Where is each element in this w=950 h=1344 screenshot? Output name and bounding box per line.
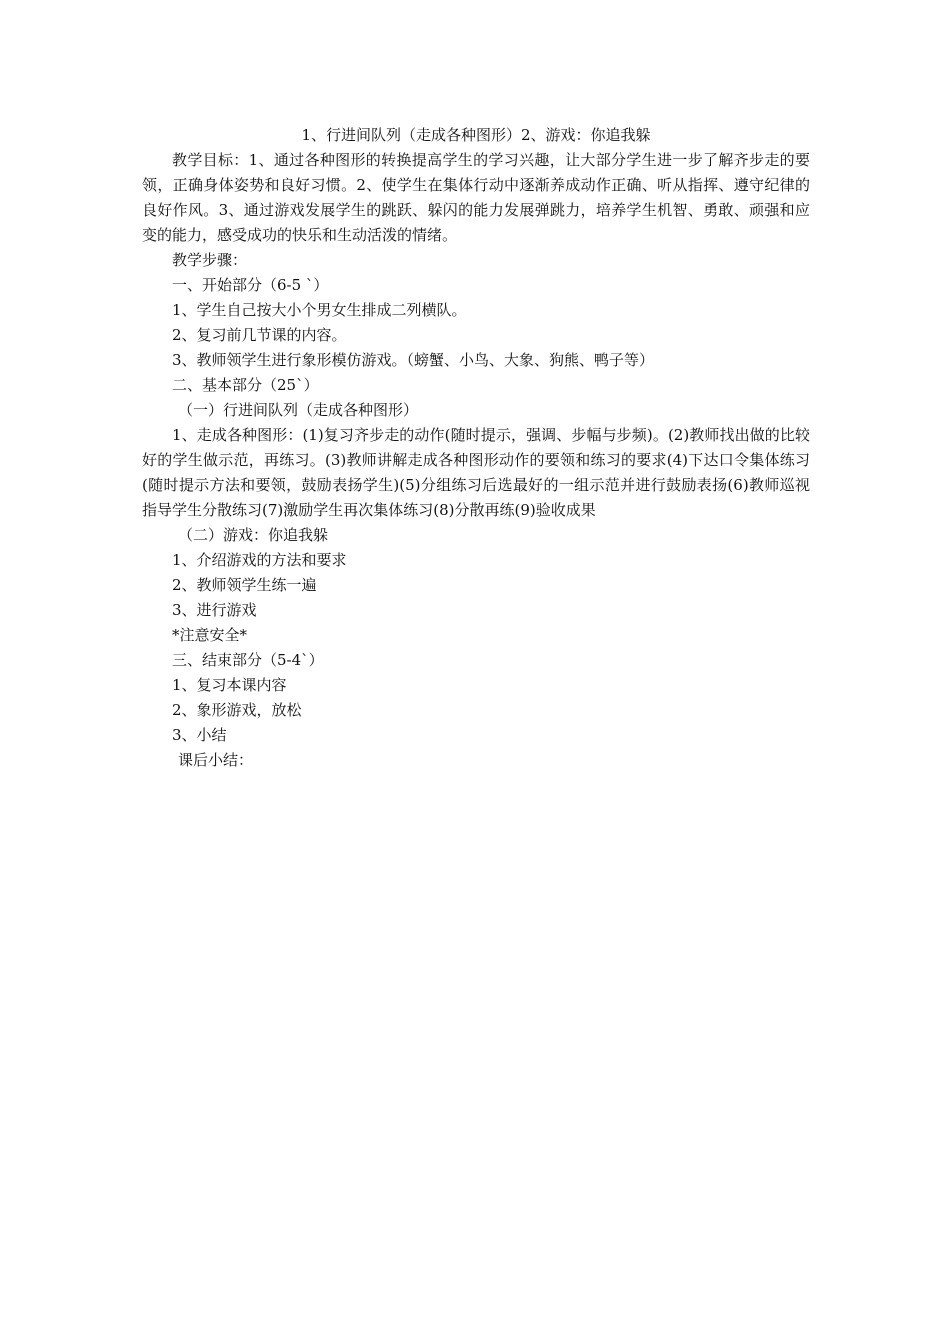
document-title: 1、行进间队列（走成各种图形）2、游戏：你追我躲 <box>301 126 651 144</box>
part3-item: 2、象形游戏，放松 <box>172 701 302 719</box>
part2-heading: 二、基本部分（25`） <box>172 376 319 394</box>
part2-section1-heading: （一）行进间队列（走成各种图形） <box>178 401 419 419</box>
part2-section2-item: 2、教师领学生练一遍 <box>172 576 317 594</box>
part1-heading: 一、开始部分（6-5 `） <box>172 276 329 294</box>
after-class-summary: 课后小结： <box>178 751 254 769</box>
part3-item: 1、复习本课内容 <box>172 676 287 694</box>
part2-section2-heading: （二）游戏：你追我躲 <box>178 526 329 544</box>
part2-section2-item: 1、介绍游戏的方法和要求 <box>172 551 347 569</box>
part1-item: 2、复习前几节课的内容。 <box>172 326 347 344</box>
part3-item: 3、小结 <box>172 726 227 744</box>
part3-heading: 三、结束部分（5-4`） <box>172 651 324 669</box>
part1-item: 3、教师领学生进行象形模仿游戏。（螃蟹、小鸟、大象、狗熊、鸭子等） <box>172 351 655 369</box>
safety-note: *注意安全* <box>172 626 248 644</box>
part2-section2-item: 3、进行游戏 <box>172 601 257 619</box>
document-content <box>142 123 810 773</box>
teaching-objectives: 教学目标：1、通过各种图形的转换提高学生的学习兴趣，让大部分学生进一步了解齐步走的要领，正确身体姿势和良好习惯。2、使学生在集体行动中逐渐养成动作正确、听从指挥、遵守纪律的良好作风。3、通过游戏发展学生的跳跃、躲闪的能力发展弹跳力，培养学生机智、勇敢、顽强和应变的能力，感受成功的快乐和生动活泼的情绪。 <box>142 151 810 244</box>
teaching-steps-heading: 教学步骤： <box>172 251 248 269</box>
part1-item: 1、学生自己按大小个男女生排成二列横队。 <box>172 301 467 319</box>
part2-section1-body: 1、走成各种图形：(1)复习齐步走的动作(随时提示，强调、步幅与步频)。(2)教师找出做的比较好的学生做示范，再练习。(3)教师讲解走成各种图形动作的要领和练习的要求(4)下达口令集体练习(随时提示方法和要领，鼓励表扬学生)(5)分组练习后选最好的一组示范并进行鼓励表扬(6)教师巡视指导学生分散练习(7)激励学生再次集体练习(8)分散再练(9)验收成果 <box>142 426 810 519</box>
